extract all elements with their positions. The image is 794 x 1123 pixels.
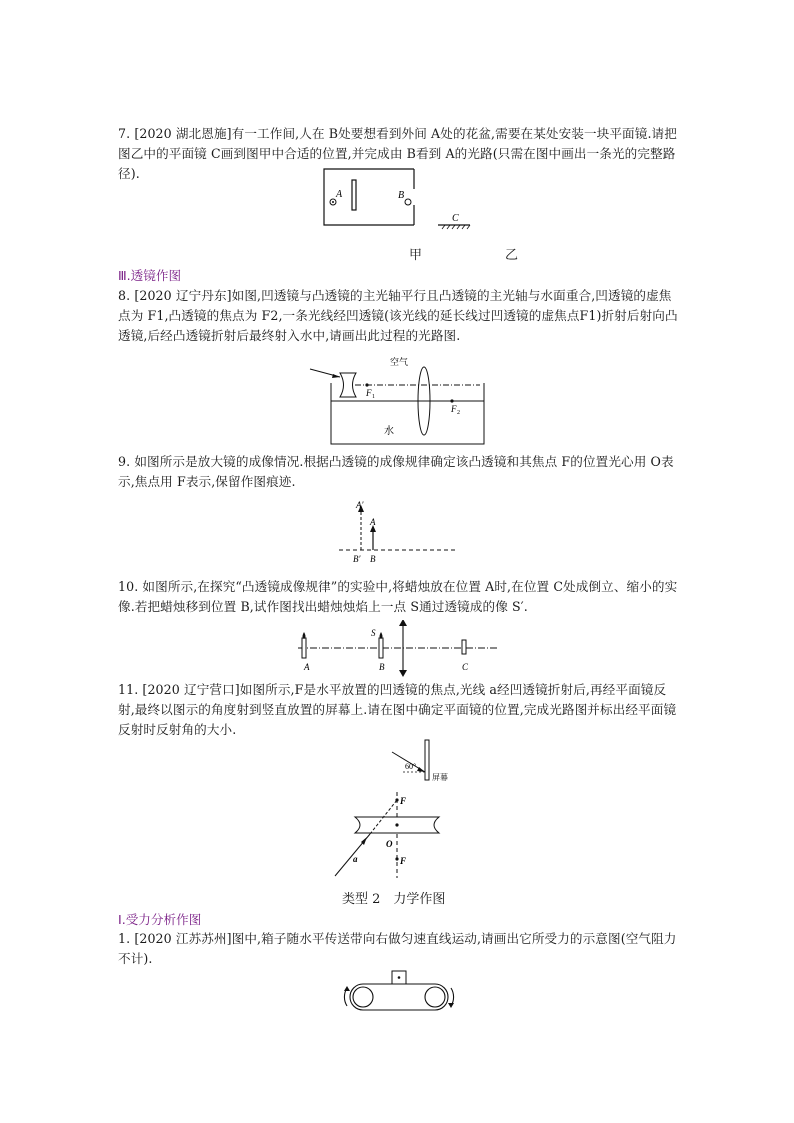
- question-7-text: 7. [2020 湖北恩施]有一工作间,人在 B处要想看到外间 A处的花盆,需要在某处安装一块平面镜.请把图乙中的平面镜 C画到图甲中合适的位置,并完成由 B看到 A的光路(只需在图中画出一条光的完整路径).: [118, 126, 677, 181]
- section-force-heading: Ⅰ.受力分析作图: [118, 912, 202, 927]
- rotation-arrow-icon: [344, 986, 350, 991]
- candle-a: [302, 638, 306, 658]
- question-10-text: 10. 如图所示,在探究“凸透镜成像规律”的实验中,将蜡烛放在位置 A时,在位置 C处成倒立、缩小的实像.若把蜡烛移到位置 B,试作图找出蜡烛烛焰上一点 S通过透镜成的像 S′.: [118, 579, 678, 614]
- label-a: A: [336, 189, 343, 200]
- screen: [425, 740, 429, 780]
- svg-text:a: a: [353, 854, 358, 864]
- caption-jia: 甲: [409, 248, 423, 263]
- svg-text:1: 1: [372, 394, 375, 400]
- conveyor-belt: [344, 984, 453, 1010]
- section-lens-heading: Ⅲ.透镜作图: [118, 268, 182, 283]
- image-c: [462, 640, 466, 654]
- question-9-text: 9. 如图所示是放大镜的成像情况.根据凸透镜的成像规律确定该凸透镜和其焦点 F的位置光心用 O表示,焦点用 F表示,保留作图痕迹.: [118, 454, 674, 489]
- svg-text:S: S: [371, 628, 376, 638]
- svg-text:B: B: [379, 662, 385, 672]
- candle-b: [379, 638, 383, 658]
- q11-figure: [330, 738, 470, 878]
- question-8-text: 8. [2020 辽宁丹东]如图,凹透镜与凸透镜的主光轴平行且凸透镜的主光轴与水面重合,凹透镜的虚焦点为 F1,凸透镜的焦点为 F2,一条光线经凹透镜(该光线的延长线过凹透镜的虚焦点F1)折射后射向凸透镜,后经凸透镜折射后最终射入水中,请画出此过程的光路图.: [118, 288, 678, 343]
- label-c: C: [452, 213, 459, 224]
- q9-figure: [335, 498, 460, 570]
- svg-text:O: O: [386, 839, 393, 849]
- label-b: B: [398, 190, 405, 201]
- label-f1: F: [366, 388, 372, 398]
- rotation-arrow-icon: [448, 1003, 454, 1008]
- svg-text:屏幕: 屏幕: [432, 773, 448, 782]
- label-water: 水: [384, 426, 394, 437]
- svg-text:F: F: [400, 796, 407, 806]
- q1-figure: [335, 970, 465, 1014]
- question-1-text: 1. [2020 江苏苏州]图中,箱子随水平传送带向右做匀速直线运动,请画出它所受力的示意图(空气阻力不计).: [118, 931, 677, 966]
- label-air: 空气: [390, 357, 409, 367]
- question-11-text: 11. [2020 辽宁营口]如图所示,F是水平放置的凹透镜的焦点,光线 a经凹透镜折射后,再经平面镜反射,最终以图示的角度射到竖直放置的屏幕上.请在图中确定平面镜的位置,完成光路图并标出经平面镜反射时反射角的大小.: [118, 682, 677, 737]
- label-f2: F: [451, 404, 457, 414]
- q8-figure: [300, 355, 490, 450]
- svg-text:B′: B′: [353, 554, 361, 564]
- svg-text:A: A: [370, 517, 376, 527]
- concave-lens: [340, 373, 356, 397]
- caption-yi: 乙: [505, 248, 519, 263]
- svg-text:2: 2: [457, 410, 460, 416]
- q10-figure: [295, 620, 500, 678]
- type2-title: 类型 2 力学作图: [342, 892, 446, 907]
- mirror-c: [438, 213, 470, 229]
- arrow-head-icon: [332, 374, 340, 378]
- svg-text:A: A: [304, 662, 310, 672]
- svg-text:B: B: [370, 554, 376, 564]
- svg-text:A′: A′: [356, 500, 364, 510]
- svg-text:60°: 60°: [405, 762, 417, 771]
- svg-text:F: F: [400, 856, 407, 866]
- q7-figure: [318, 165, 498, 240]
- svg-text:C: C: [462, 662, 469, 672]
- eye-icon: [405, 199, 411, 205]
